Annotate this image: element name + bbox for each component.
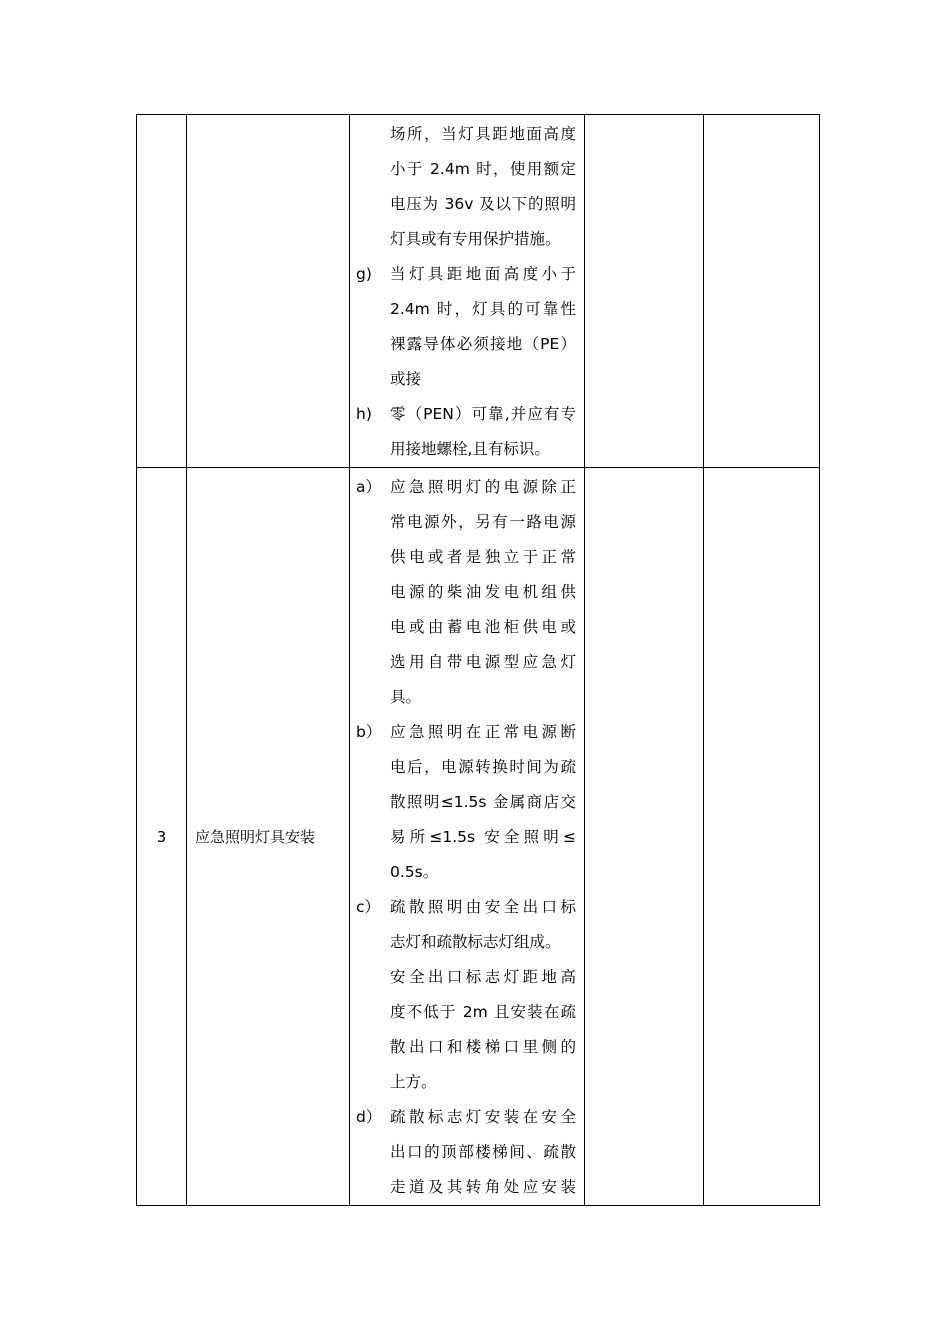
list-text: 选用自带电源型应急灯 <box>390 653 576 671</box>
list-label <box>356 925 390 960</box>
list-label <box>356 855 390 890</box>
description-line <box>356 645 576 680</box>
list-label: g) <box>356 265 372 283</box>
list-label <box>356 432 390 467</box>
empty-cell <box>585 468 704 1206</box>
list-text: 0.5s。 <box>390 863 439 881</box>
description-lines <box>350 468 584 1205</box>
list-label <box>356 680 390 715</box>
list-label <box>356 750 390 785</box>
list-text: 用接地螺栓,且有标识。 <box>390 440 550 458</box>
description-line <box>356 362 576 397</box>
list-label <box>356 327 390 362</box>
list-text: 供电或者是独立于正常 <box>390 548 576 566</box>
description-line <box>356 117 576 152</box>
description-line <box>356 327 576 362</box>
list-text: 或接 <box>390 370 422 388</box>
list-text: 场所，当灯具距地面高度 <box>390 125 576 143</box>
list-label: b） <box>356 723 382 741</box>
list-text: 出口的顶部楼梯间、疏散 <box>390 1143 576 1161</box>
description-line <box>356 715 576 750</box>
description-line <box>356 995 576 1030</box>
list-label <box>356 362 390 397</box>
description-line <box>356 257 576 292</box>
list-text: 志灯和疏散标志灯组成。 <box>390 933 561 951</box>
empty-cell <box>585 115 704 468</box>
list-label <box>356 575 390 610</box>
item-description <box>350 468 585 1206</box>
list-text: 上方。 <box>390 1073 437 1091</box>
empty-cell <box>704 115 820 468</box>
list-label: a） <box>356 478 381 496</box>
item-name: 应急照明灯具安装 <box>187 468 350 1206</box>
description-line <box>356 397 576 432</box>
list-label <box>356 187 390 222</box>
list-text: 安全出口标志灯距地高 <box>390 968 576 986</box>
empty-cell <box>704 468 820 1206</box>
description-line <box>356 820 576 855</box>
list-text: 当灯具距地面高度小于 <box>390 265 576 283</box>
list-text: 应急照明在正常电源断 <box>390 723 576 741</box>
list-label <box>356 1030 390 1065</box>
spec-table-body <box>137 115 820 1206</box>
description-line <box>356 470 576 505</box>
description-line <box>356 432 576 467</box>
description-line <box>356 152 576 187</box>
list-label <box>356 1170 390 1205</box>
list-text: 应急照明灯的电源除正 <box>390 478 576 496</box>
description-lines <box>350 115 584 467</box>
list-text: 散出口和楼梯口里侧的 <box>390 1038 576 1056</box>
description-line <box>356 1100 576 1135</box>
list-label <box>356 222 390 257</box>
list-text: 裸露导体必须接地（PE） <box>390 335 576 353</box>
description-line <box>356 540 576 575</box>
list-text: 小于 2.4m 时，使用额定 <box>390 160 576 178</box>
list-label <box>356 292 390 327</box>
list-text: 电后，电源转换时间为疏 <box>390 758 576 776</box>
description-line <box>356 855 576 890</box>
list-label: d） <box>356 1108 382 1126</box>
list-label <box>356 117 390 152</box>
item-description <box>350 115 585 468</box>
list-text: 散照明≤1.5s 金属商店交 <box>390 793 576 811</box>
list-text: 疏散标志灯安装在安全 <box>390 1108 576 1126</box>
list-text: 易所≤1.5s 安全照明≤ <box>390 828 576 846</box>
description-line <box>356 1065 576 1100</box>
list-text: 度不低于 2m 且安装在疏 <box>390 1003 576 1021</box>
list-label <box>356 1135 390 1170</box>
description-line <box>356 960 576 995</box>
description-line <box>356 890 576 925</box>
list-label <box>356 960 390 995</box>
table-row <box>137 115 820 468</box>
description-line <box>356 187 576 222</box>
list-label <box>356 785 390 820</box>
list-label: c） <box>356 898 381 916</box>
list-text: 电源的柴油发电机组供 <box>390 583 576 601</box>
description-line <box>356 505 576 540</box>
description-line <box>356 925 576 960</box>
row-number: 3 <box>137 468 187 1206</box>
description-line <box>356 1135 576 1170</box>
list-text: 电或由蓄电池柜供电或 <box>390 618 576 636</box>
list-label <box>356 645 390 680</box>
list-text: 零（PEN）可靠,并应有专 <box>390 405 576 423</box>
description-line <box>356 785 576 820</box>
list-label <box>356 1065 390 1100</box>
table-row <box>137 468 820 1206</box>
list-label: h) <box>356 405 372 423</box>
description-line <box>356 292 576 327</box>
description-line <box>356 750 576 785</box>
list-label <box>356 540 390 575</box>
list-label <box>356 995 390 1030</box>
description-line <box>356 610 576 645</box>
description-line <box>356 575 576 610</box>
description-line <box>356 1030 576 1065</box>
row-number <box>137 115 187 468</box>
list-label <box>356 820 390 855</box>
description-line <box>356 680 576 715</box>
description-line <box>356 1170 576 1205</box>
spec-table <box>136 114 820 1206</box>
list-text: 具。 <box>390 688 422 706</box>
item-name <box>187 115 350 468</box>
list-label <box>356 505 390 540</box>
list-text: 疏散照明由安全出口标 <box>390 898 576 916</box>
description-line <box>356 222 576 257</box>
list-text: 2.4m 时，灯具的可靠性 <box>390 300 576 318</box>
list-text: 电压为 36v 及以下的照明 <box>390 195 576 213</box>
list-text: 灯具或有专用保护措施。 <box>390 230 561 248</box>
list-text: 走道及其转角处应安装 <box>390 1178 576 1196</box>
list-label <box>356 610 390 645</box>
list-label <box>356 152 390 187</box>
list-text: 常电源外，另有一路电源 <box>390 513 576 531</box>
